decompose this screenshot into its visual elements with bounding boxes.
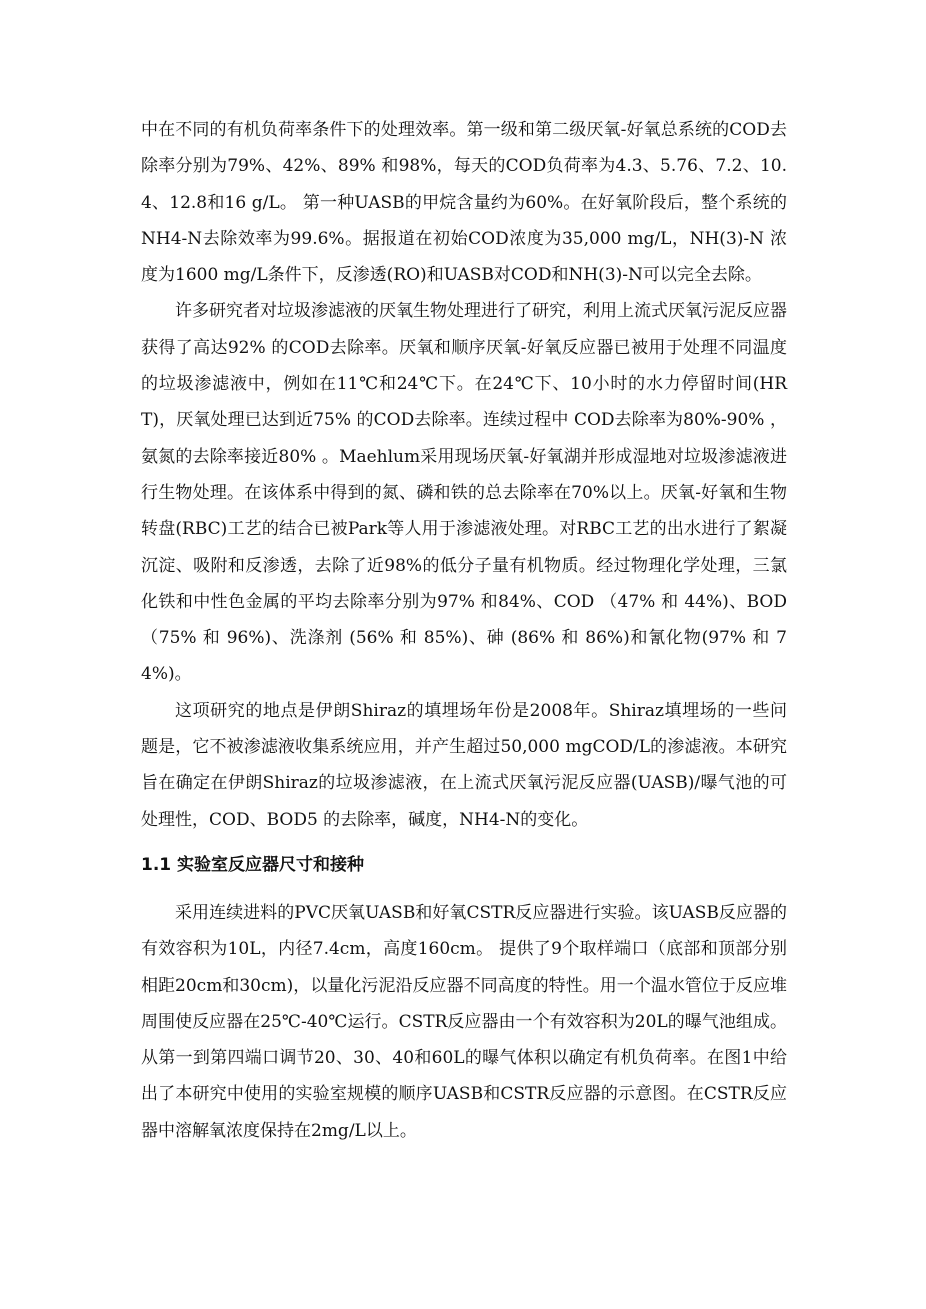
paragraph-reactor-setup: 采用连续进料的PVC厌氧UASB和好氧CSTR反应器进行实验。该UASB反应器的有效容积为10L，内径7.4cm，高度160cm。 提供了9个取样端口（底部和顶部分别相距20cm和30cm)，以量化污泥沿反应器不同高度的特性。用一个温水管位于反应堆周围使反应器在25℃-40℃运行。CSTR反应器由一个有效容积为20L的曝气池组成。从第一到第四端口调节20、30、40和60L的曝气体积以确定有机负荷率。在图1中给出了本研究中使用的实验室规模的顺序UASB和CSTR反应器的示意图。在CSTR反应器中溶解氧浓度保持在2mg/L以上。 — [141, 902, 787, 1141]
document-page — [141, 112, 787, 1149]
paragraph-anaerobic-treatment: 许多研究者对垃圾渗滤液的厌氧生物处理进行了研究，利用上流式厌氧污泥反应器获得了高达92% 的COD去除率。厌氧和顺序厌氧-好氧反应器已被用于处理不同温度的垃圾渗滤液中，例如在11℃和24℃下。在24℃下、10小时的水力停留时间(HRT)，厌氧处理已达到近75% 的COD去除率。连续过程中 COD去除率为80%-90% ，氨氮的去除率接近80% 。Maehlum采用现场厌氧-好氧湖并形成湿地对垃圾渗滤液进行生物处理。在该体系中得到的氮、磷和铁的总去除率在70%以上。厌氧-好氧和生物转盘(RBC)工艺的结合已被Park等人用于渗滤液处理。对RBC工艺的出水进行了絮凝沉淀、吸附和反渗透，去除了近98%的低分子量有机物质。经过物理化学处理，三氯化铁和中性色金属的平均去除率分别为97% 和84%、COD （47% 和 44%)、BOD（75% 和 96%)、洗涤剂 (56% 和 85%)、砷 (86% 和 86%)和氰化物(97% 和 74%)。 — [141, 301, 787, 685]
paragraph-continued: 中在不同的有机负荷率条件下的处理效率。第一级和第二级厌氧-好氧总系统的COD去除率分别为79%、42%、89% 和98%，每天的COD负荷率为4.3、5.76、7.2、10.4、12.8和16 g/L。 第一种UASB的甲烷含量约为60%。在好氧阶段后，整个系统的NH4-N去除效率为99.6%。据报道在初始COD浓度为35,000 mg/L，NH(3)-N 浓度为1600 mg/L条件下，反渗透(RO)和UASB对COD和NH(3)-N可以完全去除。 — [141, 120, 787, 286]
paragraph-study-site: 这项研究的地点是伊朗Shiraz的填埋场年份是2008年。Shiraz填埋场的一些问题是，它不被渗滤液收集系统应用，并产生超过50,000 mgCOD/L的渗滤液。本研究旨在确定在伊朗Shiraz的垃圾渗滤液，在上流式厌氧污泥反应器(UASB)/曝气池的可处理性，COD、BOD5 的去除率，碱度，NH4-N的变化。 — [141, 700, 787, 830]
section-heading: 1.1 实验室反应器尺寸和接种 — [141, 854, 365, 875]
